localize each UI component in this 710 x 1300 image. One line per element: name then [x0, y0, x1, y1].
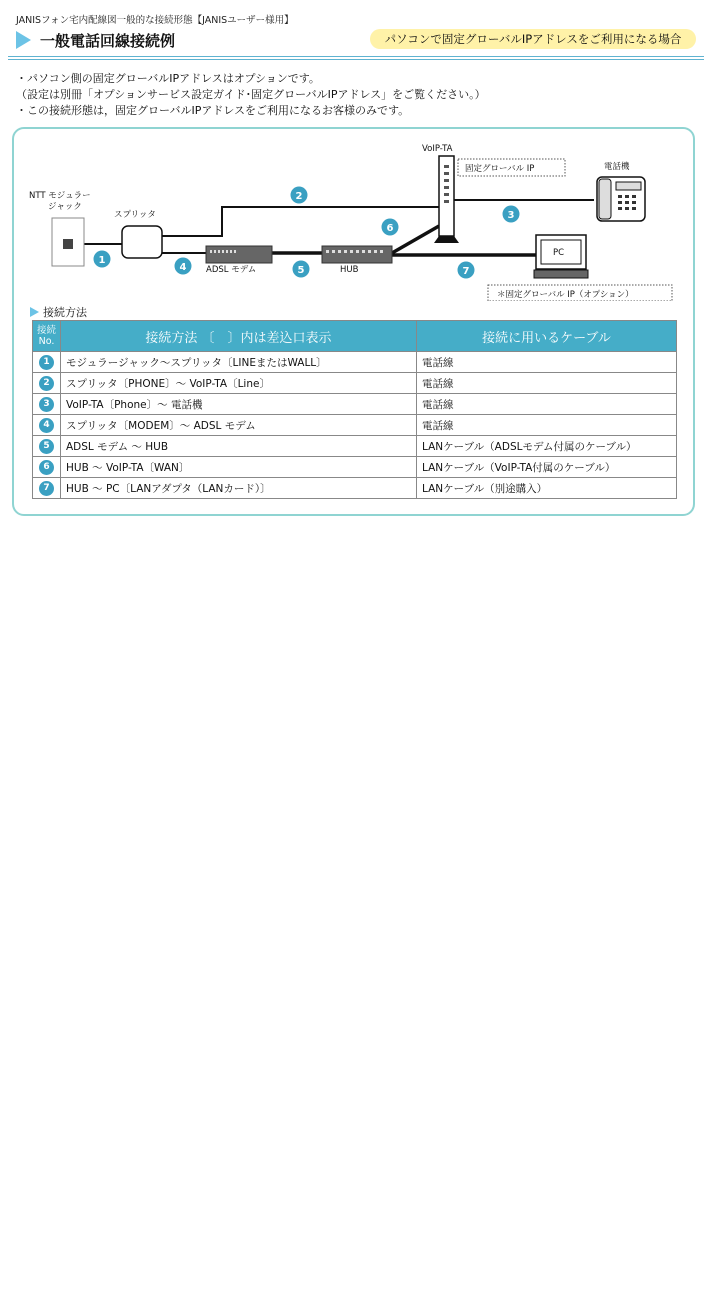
breadcrumb: JANISフォン宅内配線図一般的な接続形態【JANISユーザー様用】 — [16, 15, 294, 26]
table-row — [33, 373, 677, 394]
header-cable: 接続に用いるケーブル — [417, 321, 677, 352]
note-option: ・パソコン側の固定グローバルIPアドレスはオプションです。 — [16, 72, 320, 85]
header-no-line2: No. — [38, 336, 55, 347]
connection-number-1-text: 1 — [98, 255, 106, 266]
jack-socket — [63, 239, 73, 249]
connection-number-4 — [175, 258, 192, 275]
row-cable: LANケーブル（VoIP-TA付属のケーブル） — [417, 457, 677, 478]
title-divider — [8, 56, 704, 57]
header-no — [33, 321, 61, 352]
play-arrow-icon — [30, 307, 39, 317]
row-number — [33, 436, 61, 457]
modem-label: ADSL モデム — [206, 265, 257, 275]
row-method: ADSL モデム ～ HUB — [61, 436, 417, 457]
row-number — [33, 373, 61, 394]
row-method: スプリッタ〔MODEM〕～ ADSL モデム — [61, 415, 417, 436]
table-row — [33, 436, 677, 457]
table-row — [33, 415, 677, 436]
table-row — [33, 457, 677, 478]
pc-ip-label: ＊固定グローバル IP（オプション） — [497, 290, 634, 300]
connection-number-2-text: 2 — [295, 191, 303, 202]
connection-number-7-text: 7 — [462, 266, 470, 277]
adsl-modem — [206, 246, 272, 263]
number-badge: 4 — [39, 418, 54, 433]
row-cable: 電話線 — [417, 415, 677, 436]
number-badge: 5 — [39, 439, 54, 454]
header-no-line1: 接続 — [36, 325, 56, 336]
row-method: モジュラージャック～スプリッタ〔LINEまたはWALL〕 — [61, 352, 417, 373]
connection-number-7 — [458, 262, 475, 279]
number-badge: 2 — [39, 376, 54, 391]
connection-number-6-text: 6 — [386, 223, 394, 234]
row-method: VoIP-TA〔Phone〕～ 電話機 — [61, 394, 417, 415]
telephone-handset — [599, 179, 611, 219]
row-cable: 電話線 — [417, 352, 677, 373]
number-badge: 6 — [39, 460, 54, 475]
jack-label-2: ジャック — [48, 202, 82, 212]
table-header-row — [33, 321, 677, 352]
connection-number-6 — [382, 219, 399, 236]
table-row — [33, 352, 677, 373]
phone-label: 電話機 — [604, 162, 630, 172]
row-method: スプリッタ〔PHONE〕～ VoIP-TA〔Line〕 — [61, 373, 417, 394]
pc-base — [534, 270, 588, 278]
condition-badge: パソコンで固定グローバルIPアドレスをご利用になる場合 — [370, 29, 696, 49]
note-scope: ・この接続形態は，固定グローバルIPアドレスをご利用になるお客様のみです。 — [16, 104, 410, 117]
connection-number-2 — [291, 187, 308, 204]
voipta-label: VoIP-TA — [422, 144, 453, 154]
title-divider — [8, 59, 704, 60]
row-method: HUB ～ PC〔LANアダプタ（LANカード）〕 — [61, 478, 417, 499]
jack-label-1: NTT モジュラー — [29, 191, 91, 201]
telephone-display — [616, 182, 641, 190]
number-badge: 1 — [39, 355, 54, 370]
telephone-keypad — [618, 195, 636, 210]
splitter-box — [122, 226, 162, 258]
row-cable: LANケーブル（別途購入） — [417, 478, 677, 499]
play-arrow-icon — [16, 31, 31, 49]
table-row — [33, 478, 677, 499]
row-cable: 電話線 — [417, 373, 677, 394]
title-row — [16, 28, 706, 54]
row-cable: 電話線 — [417, 394, 677, 415]
row-number — [33, 457, 61, 478]
row-number — [33, 394, 61, 415]
connection-number-5-text: 5 — [297, 265, 305, 276]
row-number — [33, 352, 61, 373]
method-heading-text: 接続方法 — [43, 306, 87, 319]
method-heading — [30, 304, 87, 320]
connection-number-5 — [293, 261, 310, 278]
note-reference: （設定は別冊「オプションサービス設定ガイド･固定グローバルIPアドレス」をご覧ください。） — [16, 88, 486, 101]
hub-device — [322, 246, 392, 263]
row-number — [33, 478, 61, 499]
splitter-label: スプリッタ — [114, 210, 156, 220]
connection-table — [32, 320, 677, 499]
row-number — [33, 415, 61, 436]
wiring-diagram — [14, 129, 694, 301]
cable-2 — [162, 207, 439, 236]
connection-number-3-text: 3 — [507, 210, 515, 221]
hub-label: HUB — [340, 265, 359, 275]
voipta-stand — [434, 236, 459, 243]
number-badge: 3 — [39, 397, 54, 412]
number-badge: 7 — [39, 481, 54, 496]
page-title: 一般電話回線接続例 — [40, 32, 176, 50]
connection-number-1 — [94, 251, 111, 268]
cable-6 — [392, 226, 439, 253]
header-method: 接続方法 〔 〕内は差込口表示 — [61, 321, 417, 352]
connection-number-4-text: 4 — [179, 262, 187, 273]
voipta-ip-label: 固定グローバル IP — [465, 164, 535, 174]
connection-number-3 — [503, 206, 520, 223]
row-cable: LANケーブル（ADSLモデム付属のケーブル） — [417, 436, 677, 457]
table-row — [33, 394, 677, 415]
pc-label: PC — [553, 248, 565, 258]
row-method: HUB ～ VoIP-TA〔WAN〕 — [61, 457, 417, 478]
